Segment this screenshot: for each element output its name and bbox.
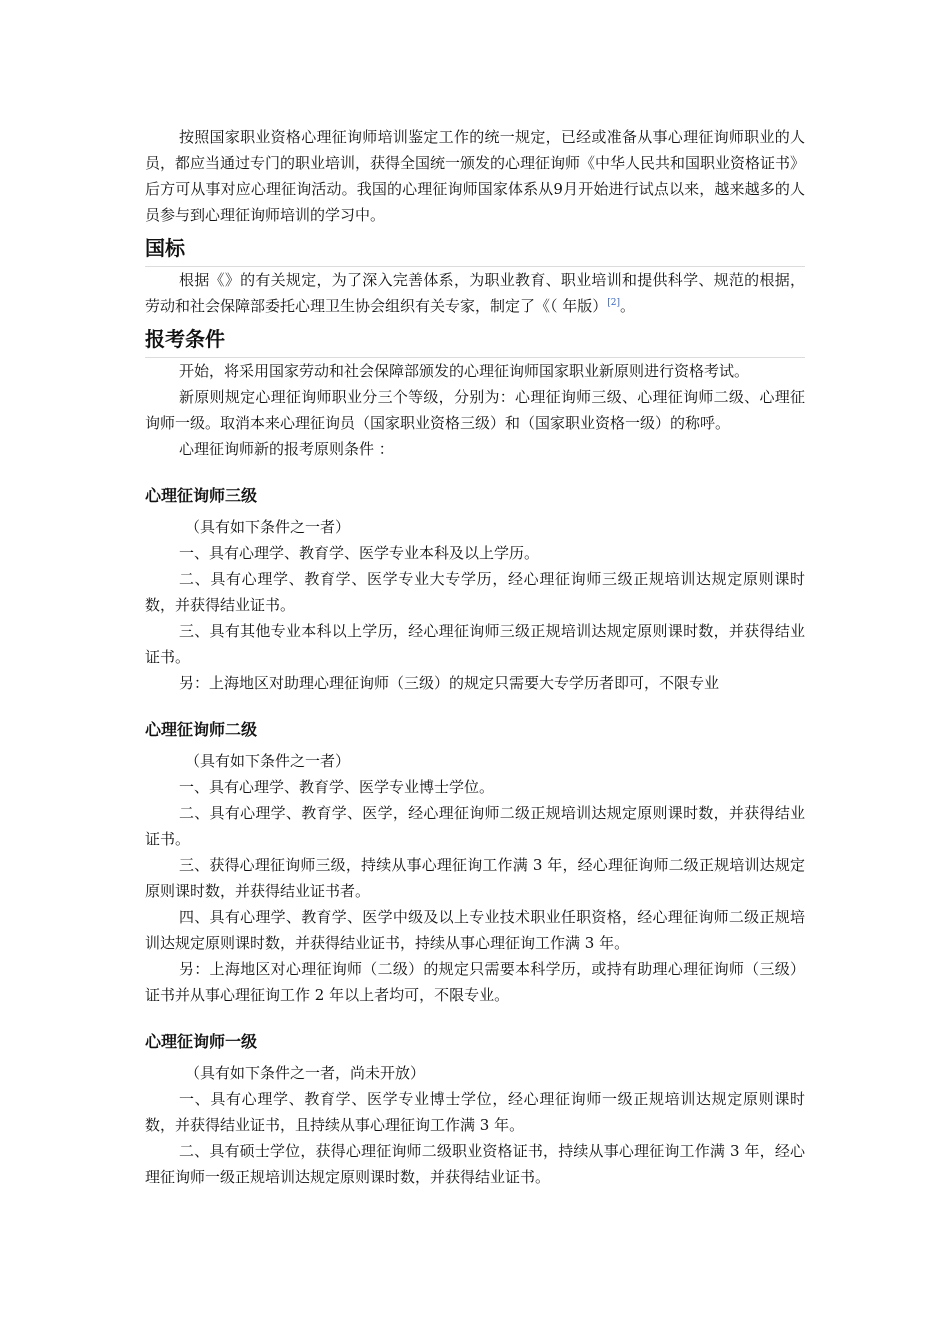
level3-heading: 心理征询师三级 bbox=[145, 486, 258, 505]
guobiao-text: 根据《》的有关规定，为了深入完善体系，为职业教育、职业培训和提供科学、规范的根据，劳动和社会保障部委托心理卫生协会组织有关专家，制定了《（ 年版） bbox=[145, 271, 805, 315]
level3-item: 二、具有心理学、教育学、医学专业大专学历，经心理征询师三级正规培训达规定原则课时数，并获得结业证书。 bbox=[145, 570, 805, 614]
baokao-paragraph: 心理征询师新的报考原则条件 ： bbox=[179, 440, 394, 458]
level2-item: 二、具有心理学、教育学、医学，经心理征询师二级正规培训达规定原则课时数，并获得结业证书。 bbox=[145, 804, 805, 848]
guobiao-tail: 。 bbox=[620, 297, 636, 315]
baokao-paragraph: 新原则规定心理征询师职业分三个等级，分别为：心理征询师三级、心理征询师二级、心理征询师一级。取消本来心理征询员（国家职业资格三级）和（国家职业资格一级）的称呼。 bbox=[145, 388, 805, 432]
level1-heading: 心理征询师一级 bbox=[145, 1032, 258, 1051]
level2-note: （具有如下条件之一者） bbox=[185, 752, 351, 770]
section-heading-baokao: 报考条件 bbox=[145, 323, 805, 358]
level2-item: 四、具有心理学、教育学、医学中级及以上专业技术职业任职资格，经心理征询师二级正规培训达规定原则课时数，并获得结业证书，持续从事心理征询工作满 3 年。 bbox=[145, 908, 805, 952]
guobiao-paragraph bbox=[145, 267, 805, 319]
level3-item: 另：上海地区对助理心理征询师（三级）的规定只需要大专学历者即可，不限专业 bbox=[179, 674, 720, 692]
level2-item: 一、具有心理学、教育学、医学专业博士学位。 bbox=[179, 778, 495, 796]
level2-heading: 心理征询师二级 bbox=[145, 720, 258, 739]
level2-item: 另：上海地区对心理征询师（二级）的规定只需要本科学历，或持有助理心理征询师（三级）证书并从事心理征询工作 2 年以上者均可，不限专业。 bbox=[145, 960, 805, 1004]
intro-paragraph: 按照国家职业资格心理征询师培训鉴定工作的统一规定，已经或准备从事心理征询师职业的人员，都应当通过专门的职业培训，获得全国统一颁发的心理征询师《中华人民共和国职业资格证书》后方可从事对应心理征询活动。我国的心理征询师国家体系从9月开始进行试点以来，越来越多的人员参与到心理征询师培训的学习中。 bbox=[145, 128, 806, 224]
level1-item: 二、具有硕士学位，获得心理征询师二级职业资格证书，持续从事心理征询工作满 3 年，经心理征询师一级正规培训达规定原则课时数，并获得结业证书。 bbox=[145, 1142, 805, 1186]
level1-item: 一、具有心理学、教育学、医学专业博士学位，经心理征询师一级正规培训达规定原则课时数，并获得结业证书，且持续从事心理征询工作满 3 年。 bbox=[145, 1090, 805, 1134]
baokao-paragraph: 开始，将采用国家劳动和社会保障部颁发的心理征询师国家职业新原则进行资格考试。 bbox=[179, 362, 750, 380]
level3-note: （具有如下条件之一者） bbox=[185, 518, 351, 536]
level2-item: 三、获得心理征询师三级，持续从事心理征询工作满 3 年，经心理征询师二级正规培训达规定原则课时数，并获得结业证书者。 bbox=[145, 856, 805, 900]
level3-item: 一、具有心理学、教育学、医学专业本科及以上学历。 bbox=[179, 544, 540, 562]
section-heading-guobiao: 国标 bbox=[145, 232, 805, 267]
level1-note: （具有如下条件之一者，尚未开放） bbox=[185, 1064, 426, 1082]
document-body bbox=[145, 124, 805, 1190]
level3-item: 三、具有其他专业本科以上学历，经心理征询师三级正规培训达规定原则课时数，并获得结业证书。 bbox=[145, 622, 805, 666]
reference-link[interactable]: [2] bbox=[607, 298, 621, 308]
